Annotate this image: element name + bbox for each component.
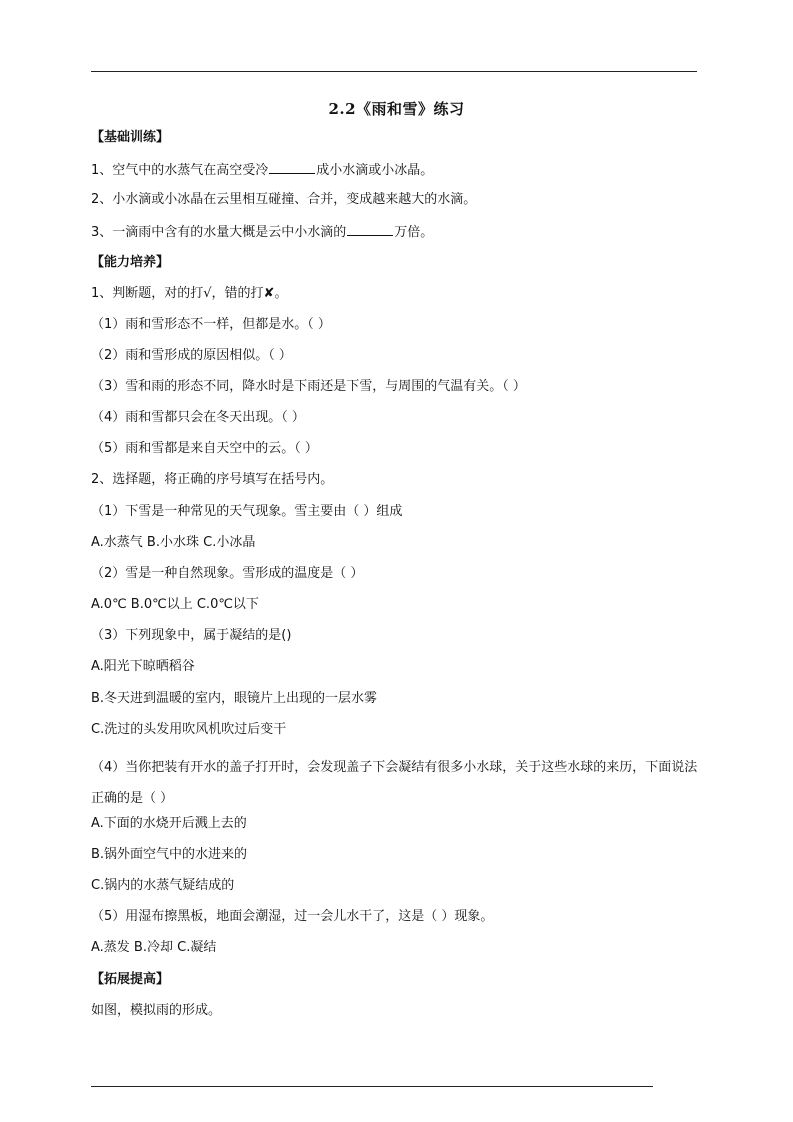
choice-q4-option-c: C.锅内的水蒸气疑结成的 [91, 878, 235, 893]
judge-item: （3）雪和雨的形态不同，降水时是下雨还是下雪，与周围的气温有关。（ ） [91, 379, 526, 394]
basic-q3-suffix: 万倍。 [394, 225, 434, 240]
footer-rule [91, 1086, 653, 1087]
choice-heading: 2、选择题，将正确的序号填写在括号内。 [91, 472, 334, 487]
choice-q3-option-a: A.阳光下晾晒稻谷 [91, 659, 195, 674]
basic-q3-prefix: 3、一滴雨中含有的水量大概是云中小水滴的 [91, 225, 347, 240]
judge-heading: 1、判断题，对的打√，错的打✘。 [91, 286, 288, 301]
section-ability-heading: 【能力培养】 [91, 255, 170, 270]
choice-q5-options: A.蒸发 B.冷却 C.凝结 [91, 940, 217, 955]
judge-item: （5）雨和雪都是来自天空中的云。（ ） [91, 441, 318, 456]
choice-question-4: （4）当你把装有开水的盖子打开时，会发现盖子下会凝结有很多小水球，关于这些水球的来历，下面说法正确的是（ ） [91, 760, 698, 806]
extend-text: 如图，模拟雨的形成。 [91, 1003, 222, 1018]
choice-q3-option-b: B.冬天进到温暖的室内，眼镜片上出现的一层水雾 [91, 691, 378, 706]
page-title: 2.2《雨和雪》练习 [328, 100, 465, 118]
choice-question-5: （5）用湿布擦黑板，地面会潮湿，过一会儿水干了，这是（ ）现象。 [91, 909, 494, 924]
answer-blank[interactable] [269, 160, 315, 174]
choice-question-3: （3）下列现象中，属于凝结的是() [91, 628, 292, 643]
choice-question-2: （2）雪是一种自然现象。雪形成的温度是（ ） [91, 566, 364, 581]
choice-q1-options: A.水蒸气 B.小水珠 C.小冰晶 [91, 535, 256, 550]
basic-q1-suffix: 成小水滴或小冰晶。 [316, 163, 434, 178]
basic-question-2: 2、小水滴或小冰晶在云里相互碰撞、合并，变成越来越大的水滴。 [91, 192, 477, 207]
basic-q1-prefix: 1、空气中的水蒸气在高空受冷 [91, 163, 269, 178]
section-basic-heading: 【基础训练】 [91, 130, 170, 145]
basic-question-3 [91, 222, 433, 242]
basic-question-1 [91, 160, 433, 180]
choice-question-1: （1）下雪是一种常见的天气现象。雪主要由（ ）组成 [91, 504, 403, 519]
choice-q4-option-b: B.锅外面空气中的水进来的 [91, 847, 248, 862]
answer-blank[interactable] [347, 222, 393, 236]
header-rule [91, 71, 697, 72]
judge-item: （4）雨和雪都只会在冬天出现。（ ） [91, 410, 305, 425]
choice-q4-option-a: A.下面的水烧开后溅上去的 [91, 816, 247, 831]
section-extend-heading: 【拓展提高】 [91, 972, 170, 987]
choice-q2-options: A.0℃ B.0℃以上 C.0℃以下 [91, 597, 259, 612]
judge-item: （2）雨和雪形成的原因相似。（ ） [91, 348, 292, 363]
choice-q3-option-c: C.洗过的头发用吹风机吹过后变干 [91, 722, 287, 737]
judge-item: （1）雨和雪形态不一样，但都是水。（ ） [91, 317, 331, 332]
